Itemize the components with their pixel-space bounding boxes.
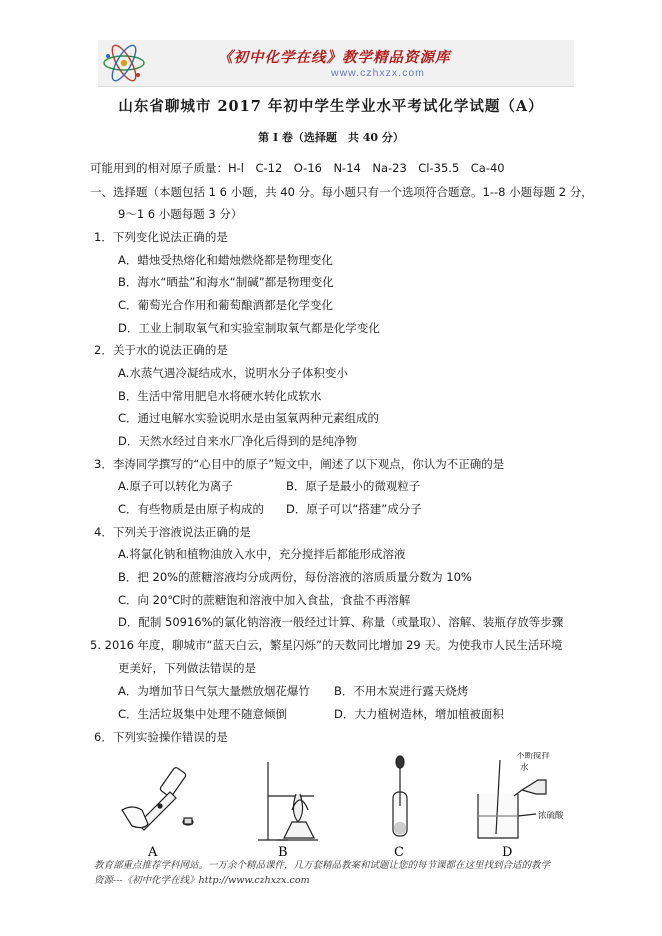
header-banner (98, 40, 574, 87)
figure-b-label: B (278, 845, 288, 860)
question-3-option-a: A.原子可以转化为离子 (118, 479, 233, 493)
question-3-option-d: D．原子可以“搭建”成分子 (286, 502, 422, 516)
question-5-stem-cont: 更美好，下列做法错误的是 (118, 661, 256, 675)
question-2-option-c: C．通过电解水实验说明水是由氢氧两种元素组成的 (118, 411, 380, 425)
experiment-figures (118, 752, 588, 863)
footer-line-1: 教育部重点推荐学科网站。一万余个精品课件，几万套精品教案和试题让您的每节课都在这里找到合适的教学 (94, 860, 551, 871)
question-3-stem: 3．李涛同学撰写的“心目中的原子”短文中，阐述了以下观点，你认为不正确的是 (94, 457, 505, 471)
question-1-option-a: A．蜡烛受热熔化和蜡烛燃烧都是物理变化 (118, 253, 333, 267)
question-3-option-b: B．原子是最小的微观粒子 (286, 479, 421, 493)
question-1-stem: 1．下列变化说法正确的是 (94, 230, 228, 244)
question-2-option-d: D．天然水经过自来水厂净化后得到的是纯净物 (118, 434, 357, 448)
figure-a-label: A (148, 845, 158, 860)
question-3-option-c: C．有些物质是由原子构成的 (118, 502, 265, 516)
question-2-option-b: B．生活中常用肥皂水将硬水转化成软水 (118, 389, 322, 403)
figure-d-stir-note: 不断搅拌 (516, 752, 551, 761)
section-instructions: 一、选择题（本题包括 1 6 小题，共 40 分。每小题只有一个选项符合题意。1--8 小题每题 2 分， (90, 185, 593, 199)
figure-d-beaker-icon (478, 760, 546, 838)
figure-d-water-note: 水 (520, 763, 529, 773)
figure-c-label: C (394, 845, 404, 860)
question-1-option-c: C．葡萄光合作用和葡萄酿酒都是化学变化 (118, 298, 334, 312)
question-4-option-d: D．配制 50916%的氯化钠溶液一般经过计算、称量（或量取）、溶解、装瓶存放等步骤 (118, 615, 564, 629)
question-4-option-a: A.将氯化钠和植物油放入水中，充分搅拌后都能形成溶液 (118, 547, 406, 561)
footer-line-2[interactable]: 资源---《初中化学在线》http://www.czhxzx.com (94, 875, 310, 886)
question-5-option-d: D．大力植树造林，增加植被面积 (334, 707, 504, 721)
question-4-option-c: C．向 20℃时的蔗糖饱和溶液中加入食盐，食盐不再溶解 (118, 593, 411, 607)
figure-a-test-tube-icon (122, 767, 193, 830)
figure-c-dropper-icon (393, 756, 407, 836)
banner-title: 《初中化学在线》教学精品资源库 (218, 49, 451, 66)
question-5-option-b: B．不用木炭进行露天烧烤 (334, 684, 469, 698)
section-instructions-cont: 9～1 6 小题每题 3 分） (118, 207, 243, 221)
page-title: 山东省聊城市 2017 年初中学生学业水平考试化学试题（A） (118, 98, 544, 115)
question-4-option-b: B．把 20%的蔗糖溶液均分成两份，每份溶液的溶质质量分数为 10% (118, 570, 472, 584)
question-2-option-a: A.水蒸气遇冷凝结成水，说明水分子体积变小 (118, 366, 348, 380)
banner-url[interactable]: www.czhxzx.com (331, 67, 425, 79)
atom-logo-icon (100, 42, 148, 87)
question-1-option-b: B．海水“晒盐”和海水“制碱”都是物理变化 (118, 275, 334, 289)
figure-d-acid-note: 浓硫酸 (538, 811, 564, 821)
figure-b-heating-icon (258, 762, 318, 840)
atomic-masses: 可能用到的相对原子质量：H-l C-12 O-16 N-14 Na-23 Cl-35.5 Ca-40 (90, 161, 505, 175)
section-subtitle: 第 I 卷（选择题 共 40 分） (258, 131, 404, 144)
question-1-option-d: D．工业上制取氧气和实验室制取氧气都是化学变化 (118, 321, 380, 335)
figure-d-label: D (502, 845, 513, 860)
footer-note (94, 858, 594, 888)
question-5-option-a: A．为增加节日气氛大量燃放烟花爆竹 (118, 684, 310, 698)
question-5-stem: 5. 2016 年度，聊城市“蓝天白云，繁星闪烁”的天数同比增加 29 天。为使我市人民生活环境 (90, 638, 563, 652)
question-4-stem: 4．下列关于溶液说法正确的是 (94, 525, 251, 539)
question-2-stem: 2．关于水的说法正确的是 (94, 343, 228, 357)
question-5-option-c: C．生活垃圾集中处理不随意倾倒 (118, 707, 288, 721)
question-6-stem: 6．下列实验操作错误的是 (94, 730, 228, 744)
